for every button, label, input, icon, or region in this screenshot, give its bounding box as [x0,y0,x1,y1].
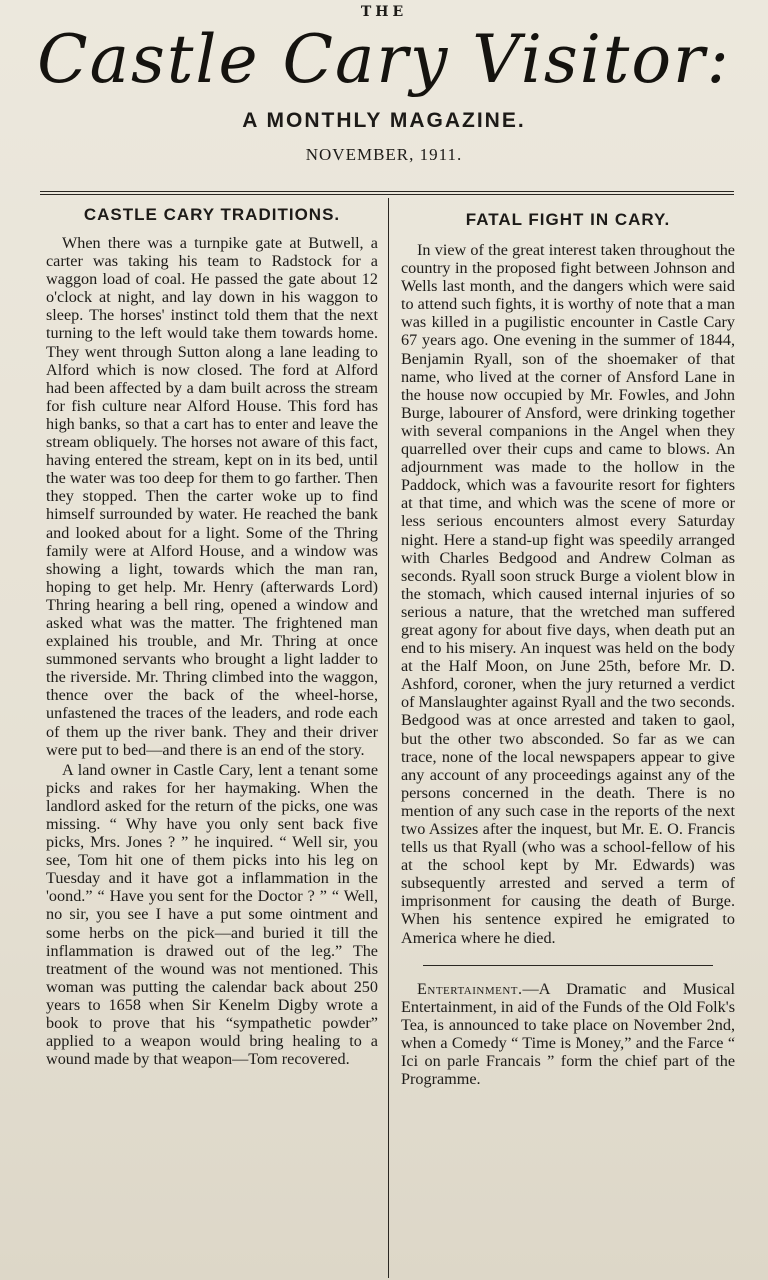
magazine-title: Castle Cary Visitor: [37,21,731,98]
article-paragraph: A land owner in Castle Cary, lent a tenant some picks and rakes for her haymaking. When the landlord asked for the return of the picks, one was missing. “ Why have you only sent back five picks, Mrs. Jones ? ” he inquired. “ Well sir, you see, Tom hit one of them picks into his leg on Tuesday and it have got a inflammation in the 'oond.” “ Have you sent for the Doctor ? ” “ Well, no sir, you see I have a put some ointment and some herbs on the pick—and buried it till the inflammation is drawed out of the leg.” The treatment of the wound was not mentioned. This woman was putting the calendar back about 250 years to 1658 when Sir Kenelm Digby wrote a book to prove that his “sympathetic powder” applied to a weapon would bring healing to a wound made by that weapon—Tom recovered. [46,760,378,1069]
article-paragraph: When there was a turnpike gate at Butwell, a carter was taking his team to Radstock for a waggon load of coal. He passed the gate about 12 o'clock at night, and lay down in his waggon to sleep. The horses' instinct told them that the next turning to the left would take them towards home. They went through Sutton along a lane leading to Alford which is now closed. The ford at Alford had been affected by a dam built across the stream for fish culture near Alford House. This ford has high banks, so that a cart has to enter and leave the stream obliquely. The horses not aware of this fact, having entered the stream, kept on in its bed, until the water was too deep for them to go farther. Then they stopped. Then the carter woke up to find himself surrounded by water. He reached the bank and looked about for a light. Some of the Thring family were at Alford House, and a window was showing a light, towards which the man ran, hoping to get help. Mr. Henry (afterwards Lord) Thring hearing a bell ring, opened a window and asked what was the matter. The frightened man explained his trouble, and Mr. Thring at once summoned servants who brought a light ladder to the riverside. Mr. Thring climbed into the waggon, thence over the back of the wheel-horse, unfastened the traces of the leaders, and rode each of them up the river bank. They and their driver were put to bed—and there is an end of the story. [46,234,378,759]
masthead-the: THE [360,4,408,20]
left-column [46,198,378,1068]
article-paragraph: In view of the great interest taken throughout the country in the proposed fight between Johnson and Wells last month, and the dangers which were said to attend such fights, it is worthy of note that a man was killed in a pugilistic encounter in Castle Cary 67 years ago. One evening in the summer of 1844, Benjamin Ryall, son of the shoemaker of that name, who lived at the corner of Ansford Lane in the house now occupied by Mr. Fowles, and John Burge, labourer of Ansford, were drinking together with several companions in the Angel when they quarrelled over their cups and came to blows. An adjournment was made to the hollow in the Paddock, which was a favourite resort for fighters at that time, and which was the scene of more or less serious encounters almost every Saturday night. Here a stand-up fight was speedily arranged with Charles Bedgood and Andrew Colman as seconds. Ryall soon struck Burge a violent blow in the stomach, which caused internal injuries of so serious a nature, that the wretched man suffered great agony for about five days, when death put an end to his misery. An inquest was held on the body at the Half Moon, on June 25th, before Mr. D. Ashford, coroner, when the jury returned a verdict of Manslaughter against Ryall and the two seconds. Bedgood was at once arrested and taken to gaol, but the other two absconded. So far as we can trace, none of the local newspapers appear to give any account of any proceedings against any of the persons concerned in the death. There is no mention of any such case in the reports of the next two Assizes after the inquest, but Mr. E. O. Francis tells us that Ryall (who was a school-fellow of his at the school kept by Mr. Edwards) was subsequently arrested and served a term of imprisonment for causing the death of Burge. When his sentence expired he emigrated to America where he died. [401,241,735,947]
notice-paragraph [401,980,735,1089]
notice-text: —A Dramatic and Musical Entertainment, in aid of the Funds of the Old Folk's Tea, is announced to take place on November 2nd, when a Comedy “ Time is Money,” and the Farce “ Ici on parle Francais ” form the chief part of the Programme. [401,979,735,1089]
right-column [401,198,735,1088]
column-divider [388,198,389,1278]
article-heading-traditions: CASTLE CARY TRADITIONS. [83,205,341,224]
masthead [0,0,768,166]
issue-date: NOVEMBER, 1911. [305,145,463,164]
section-rule [423,965,713,966]
magazine-subtitle: A MONTHLY MAGAZINE. [242,109,526,132]
notice-label: Entertainment. [417,979,523,998]
article-heading-fatal-fight: FATAL FIGHT IN CARY. [465,210,671,229]
masthead-double-rule [40,191,734,195]
